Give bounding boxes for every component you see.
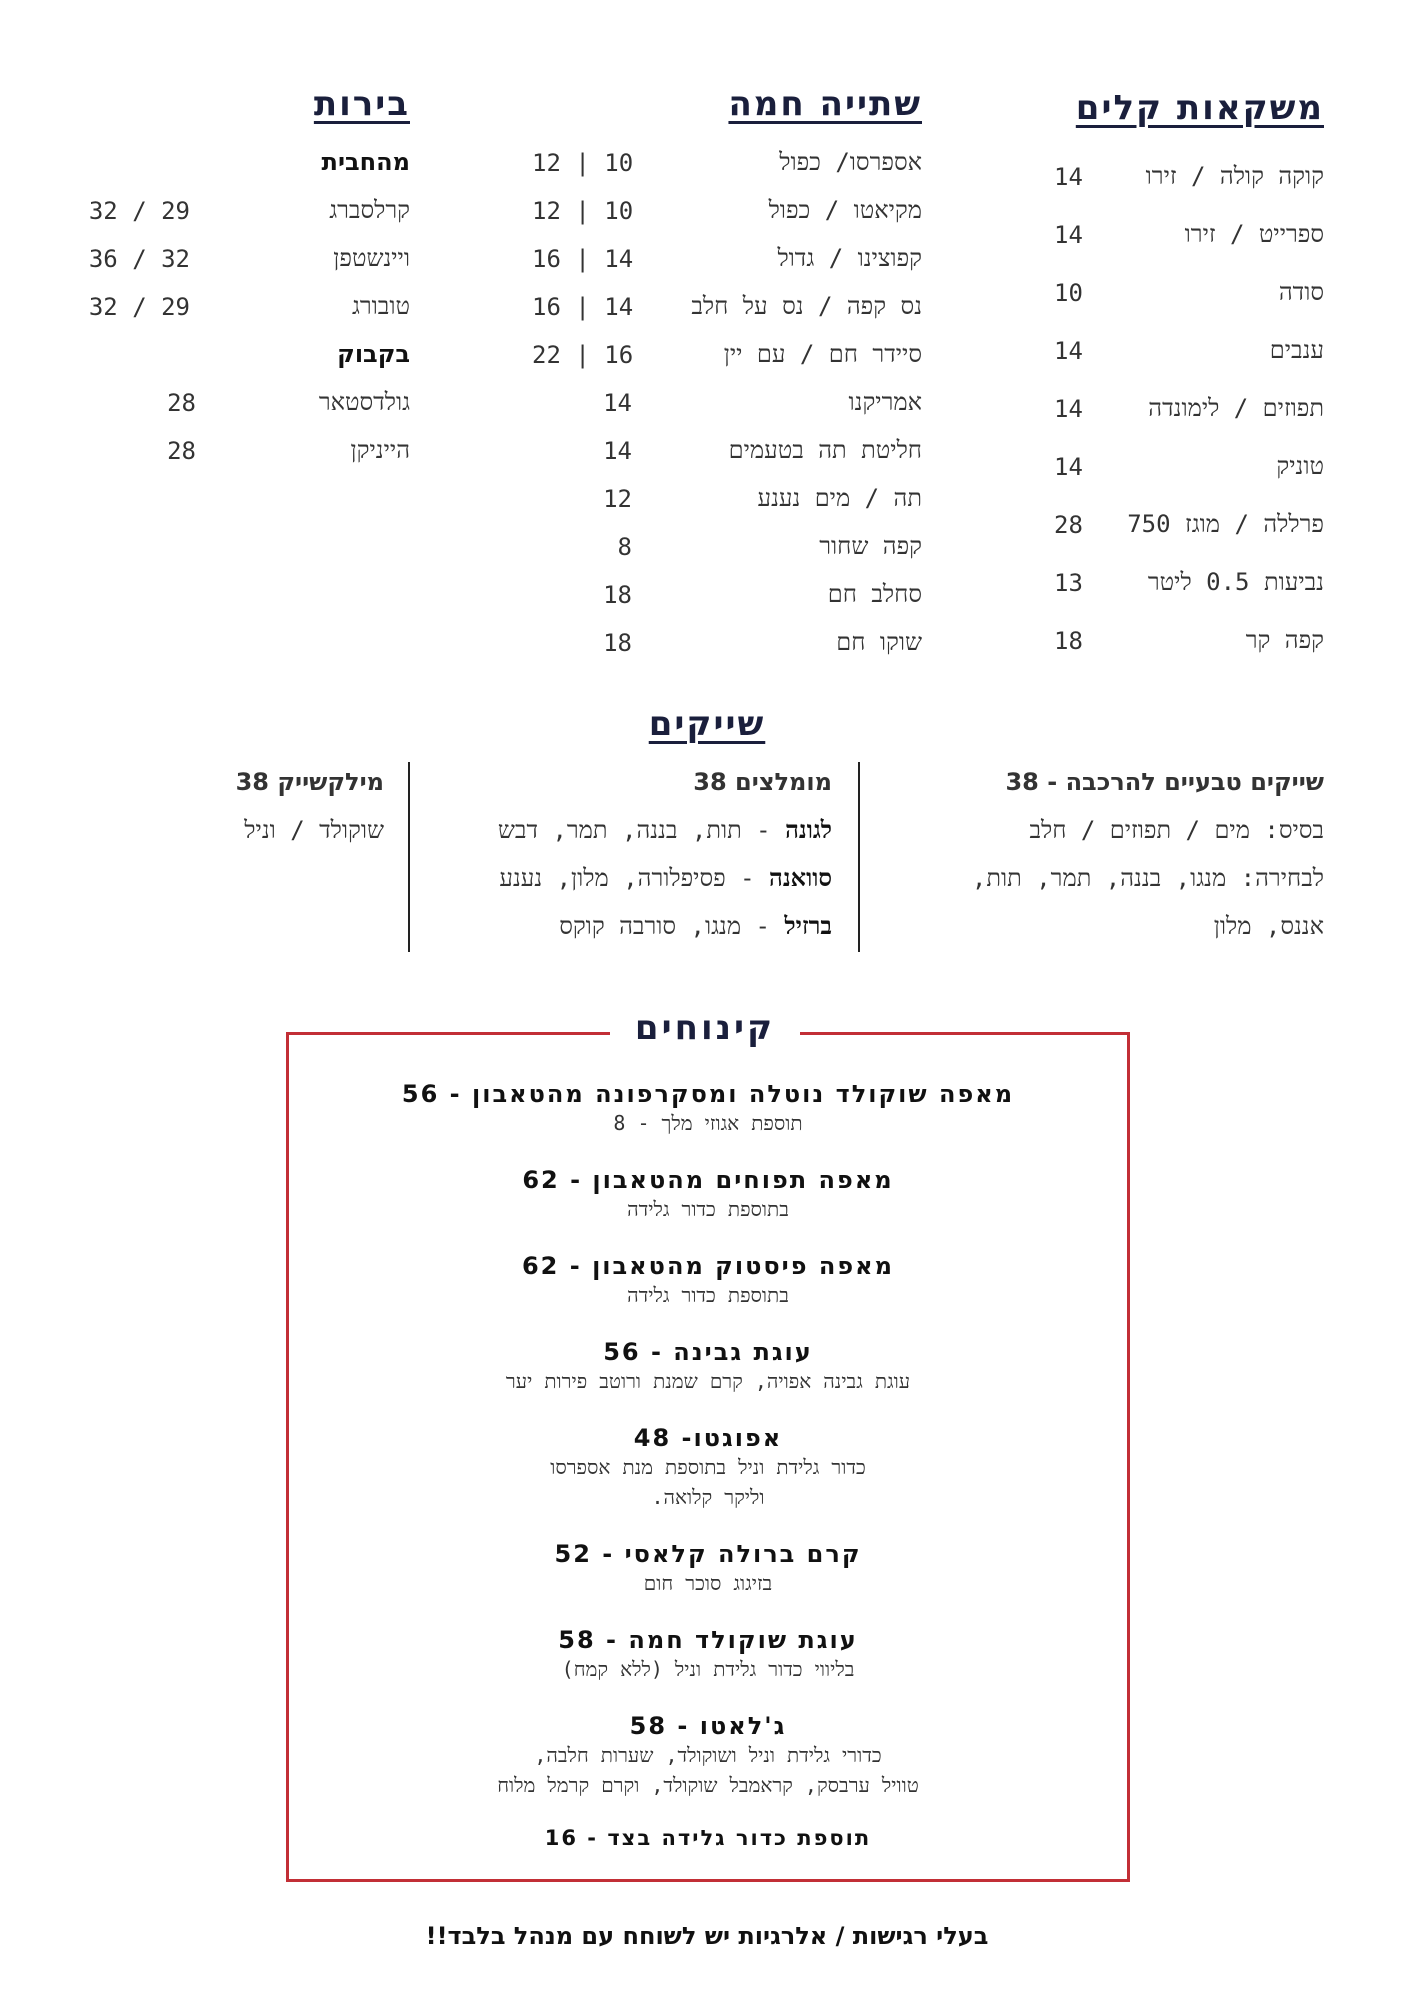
- item-name: סיידר חם / עם יין: [723, 340, 922, 368]
- beers-draft-label: [322, 148, 410, 176]
- shakes-title: שייקים: [648, 704, 766, 744]
- item-price: 12 | 10: [532, 148, 634, 177]
- list-item: [498, 816, 832, 845]
- milkshake-heading: מילקשייק 38: [235, 768, 384, 796]
- list-item: [1054, 394, 1324, 423]
- dessert-desc: עוגת גבינה אפויה, קרם שמנת ורוטב פירות יער: [505, 1369, 911, 1393]
- item-name: פרללה / מוגז 750: [1127, 510, 1324, 538]
- list-item: [80, 292, 410, 321]
- list-item: [532, 148, 922, 177]
- list-item: [532, 388, 922, 417]
- divider: [408, 762, 410, 952]
- allergy-notice: בעלי רגישות / אלרגיות יש לשוחח עם מנהל בלבד!!: [425, 1922, 989, 1950]
- item-name: קפה קר: [1245, 626, 1324, 654]
- dessert-desc: כדורי גלידת וניל ושוקולד, שערות חלבה,: [534, 1743, 882, 1767]
- dessert-item: [300, 1252, 1116, 1310]
- item-price: 12 | 10: [532, 196, 634, 225]
- item-name: קוקה קולה / זירו: [1145, 162, 1324, 190]
- shake-desc: - פסיפלורה, מלון, נענע: [499, 864, 770, 892]
- list-item: [156, 388, 410, 417]
- list-item: [1054, 336, 1324, 365]
- item-price: 28: [167, 388, 196, 417]
- item-name: קפה שחור: [819, 532, 922, 560]
- list-item: [559, 912, 832, 941]
- item-name: טוניק: [1276, 452, 1324, 480]
- item-name: תה / מים נענע: [757, 484, 922, 512]
- item-price: 18: [603, 628, 632, 657]
- extra-scoop: תוספת כדור גלידה בצד - 16: [544, 1826, 872, 1850]
- shake-name: ברזיל: [784, 912, 832, 940]
- dessert-desc: טוויל ערבסק, קראמבל שוקולד, וקרם קרמל מלוח: [497, 1773, 919, 1797]
- item-price: 13: [1054, 568, 1083, 597]
- item-name: הייניקן: [350, 436, 410, 464]
- item-name: אספרסו/ כפול: [779, 148, 922, 176]
- list-item: [532, 340, 922, 369]
- list-item: [532, 580, 922, 609]
- list-item: [532, 244, 922, 273]
- item-price: 14: [1054, 336, 1083, 365]
- list-item: [532, 292, 922, 321]
- recommended-heading: מומלצים 38: [693, 768, 832, 796]
- dessert-name: מאפה שוקולד נוטלה ומסקרפונה מהטאבון - 56: [401, 1080, 1015, 1108]
- list-item: [1054, 568, 1324, 597]
- item-name: ספרייט / זירו: [1184, 220, 1324, 248]
- hot-drinks-title: שתייה חמה: [728, 84, 922, 124]
- item-name: נס קפה / נס על חלב: [691, 292, 922, 320]
- dessert-name: ג'לאטו - 58: [629, 1712, 787, 1740]
- bottle-label: בקבוק: [337, 340, 410, 368]
- list-item: [532, 532, 922, 561]
- item-name: סחלב חם: [827, 580, 922, 608]
- natural-line: לבחירה: מנגו, בננה, תמר, תות,: [971, 864, 1324, 892]
- dessert-name: מאפה תפוחים מהטאבון - 62: [522, 1166, 894, 1194]
- item-name: קרלסברג: [329, 196, 410, 224]
- item-name: ויינשטפן: [333, 244, 410, 272]
- item-price: 14: [1054, 220, 1083, 249]
- item-name: טובורג: [351, 292, 410, 320]
- dessert-desc: תוספת אגוזי מלך - 8: [613, 1111, 803, 1135]
- item-name: גולדסטאר: [318, 388, 410, 416]
- item-price: 14: [1054, 162, 1083, 191]
- item-price: 36 / 32: [88, 244, 190, 273]
- item-price: 8: [617, 532, 632, 561]
- dessert-item: [300, 1166, 1116, 1224]
- shake-desc: - תות, בננה, תמר, דבש: [497, 816, 786, 844]
- beers-bottle-label: [337, 340, 410, 368]
- list-item: [1054, 452, 1324, 481]
- dessert-item: [300, 1424, 1116, 1512]
- item-price: 14: [1054, 394, 1083, 423]
- dessert-extra: [300, 1826, 1116, 1850]
- divider: [858, 762, 860, 952]
- list-item: [1054, 278, 1324, 307]
- desserts-title: קינוחים: [610, 1008, 800, 1048]
- item-price: 12: [603, 484, 632, 513]
- list-item: [80, 244, 410, 273]
- item-name: מקיאטו / כפול: [768, 196, 922, 224]
- list-item: [532, 628, 922, 657]
- dessert-name: מאפה פיסטוק מהטאבון - 62: [521, 1252, 895, 1280]
- list-item: [499, 864, 832, 893]
- item-name: קפוצינו / גדול: [777, 244, 922, 272]
- list-item: [1054, 510, 1324, 539]
- item-price: 32 / 29: [88, 196, 190, 225]
- item-price: 18: [1054, 626, 1083, 655]
- dessert-desc: בתוספת כדור גלידה: [627, 1197, 789, 1221]
- natural-line: בסיס: מים / תפוזים / חלב: [1029, 816, 1324, 844]
- list-item: [1054, 220, 1324, 249]
- item-name: נביעות 0.5 ליטר: [1147, 568, 1324, 596]
- beers-title: בירות: [313, 84, 410, 124]
- dessert-name: קרם ברולה קלאסי - 52: [554, 1540, 862, 1568]
- natural-line: אננס, מלון: [1213, 912, 1324, 940]
- dessert-name: עוגת גבינה - 56: [603, 1338, 813, 1366]
- list-item: [156, 436, 410, 465]
- dessert-item: [300, 1080, 1116, 1138]
- item-price: 14: [603, 436, 632, 465]
- item-name: אמריקנו: [848, 388, 922, 416]
- item-name: ענבים: [1269, 336, 1324, 364]
- natural-heading: שייקים טבעיים להרכבה - 38: [1005, 768, 1324, 796]
- item-price: 18: [603, 580, 632, 609]
- item-price: 14: [1054, 452, 1083, 481]
- item-price: 28: [1054, 510, 1083, 539]
- item-price: 28: [167, 436, 196, 465]
- item-price: 10: [1054, 278, 1083, 307]
- dessert-desc: וליקר קלואה.: [651, 1485, 765, 1509]
- cold-drinks-title: משקאות קלים: [1075, 88, 1324, 128]
- dessert-item: [300, 1626, 1116, 1684]
- item-price: 14: [603, 388, 632, 417]
- dessert-desc: בזיגוג סוכר חום: [643, 1571, 773, 1595]
- shake-desc: - מנגו, סורבה קוקס: [559, 912, 785, 940]
- item-name: סודה: [1278, 278, 1324, 306]
- dessert-item: [300, 1540, 1116, 1598]
- list-item: [1054, 626, 1324, 655]
- dessert-item: [300, 1712, 1116, 1800]
- dessert-name: אפוגטו- 48: [633, 1424, 783, 1452]
- item-price: 22 | 16: [532, 340, 634, 369]
- item-name: שוקו חם: [836, 628, 922, 656]
- milkshake-line: שוקולד / וניל: [244, 816, 384, 844]
- item-name: תפוזים / לימונדה: [1148, 394, 1324, 422]
- shake-name: סוואנה: [769, 864, 832, 892]
- list-item: [1054, 162, 1324, 191]
- item-price: 16 | 14: [532, 244, 634, 273]
- draft-label: מהחבית: [321, 148, 410, 176]
- item-name: חליטת תה בטעמים: [728, 436, 922, 464]
- dessert-desc: בתוספת כדור גלידה: [627, 1283, 789, 1307]
- list-item: [80, 196, 410, 225]
- list-item: [532, 196, 922, 225]
- list-item: [532, 484, 922, 513]
- list-item: [532, 436, 922, 465]
- shake-name: לגונה: [785, 816, 832, 844]
- dessert-desc: בליווי כדור גלידת וניל (ללא קמח): [561, 1657, 855, 1681]
- dessert-name: עוגת שוקולד חמה - 58: [558, 1626, 858, 1654]
- item-price: 16 | 14: [532, 292, 634, 321]
- dessert-desc: כדור גלידת וניל בתוספת מנת אספרסו: [550, 1455, 866, 1479]
- item-price: 32 / 29: [88, 292, 190, 321]
- dessert-item: [300, 1338, 1116, 1396]
